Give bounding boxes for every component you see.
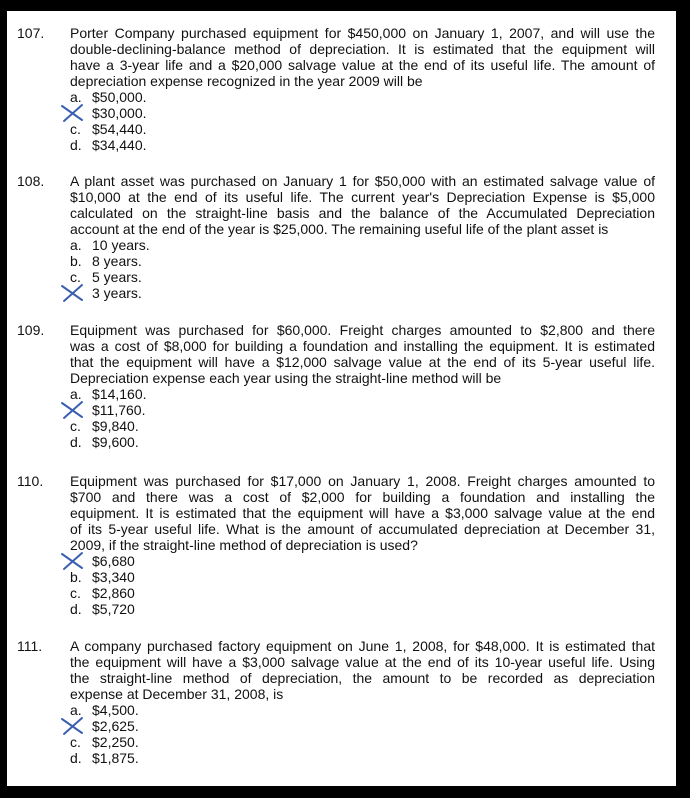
option-letter: d. xyxy=(70,137,82,153)
question-number: 109. xyxy=(17,322,45,338)
stem-line: Porter Company purchased equipment for $450,000 on January 1, 2007, and will use the xyxy=(70,25,655,41)
answer-option-c[interactable] xyxy=(70,418,147,434)
option-text: $5,720 xyxy=(92,601,135,617)
answer-option-c[interactable] xyxy=(70,121,147,137)
option-text: $9,600. xyxy=(92,434,139,450)
stem-line: account at the end of the year is $25,000. The remaining useful life of the plant asset is xyxy=(70,221,609,237)
answer-option-d[interactable] xyxy=(70,750,139,766)
answer-option-d[interactable] xyxy=(70,434,147,450)
option-letter: a. xyxy=(70,386,82,402)
stem-line: that the equipment will have a $12,000 salvage value at the end of its 5-year useful life. xyxy=(70,354,655,370)
option-letter: b. xyxy=(70,569,82,585)
stem-line: $700 and there was a cost of $2,000 for building a foundation and installing the xyxy=(70,489,655,505)
stem-line: Depreciation expense each year using the straight-line method will be xyxy=(70,370,502,386)
option-letter: d. xyxy=(70,750,82,766)
question-stem xyxy=(70,322,655,386)
stem-line: of its 5-year useful life. What is the amount of accumulated depreciation at December 31, xyxy=(70,521,655,537)
option-text: $34,440. xyxy=(92,137,147,153)
option-text: $4,500. xyxy=(92,702,139,718)
option-text: $2,250. xyxy=(92,734,139,750)
answer-option-c[interactable] xyxy=(70,734,139,750)
answer-check-x-icon xyxy=(60,716,86,736)
option-text: $54,440. xyxy=(92,121,147,137)
stem-line: the equipment will have a $3,000 salvage value at the end of its 10-year useful life. Using xyxy=(70,654,655,670)
stem-line: $10,000 at the end of its useful life. The current year's Depreciation Expense is $5,000 xyxy=(70,189,655,205)
option-text: $2,860 xyxy=(92,585,135,601)
option-text: $50,000. xyxy=(92,89,147,105)
answer-option-b[interactable] xyxy=(70,402,147,418)
stem-line: equipment. It is estimated that the equipment will have a $3,000 salvage value at the end xyxy=(70,505,655,521)
answer-options xyxy=(70,553,135,617)
option-text: $30,000. xyxy=(92,105,147,121)
stem-line: double-declining-balance method of depreciation. It is estimated that the equipment will xyxy=(70,41,655,57)
option-letter: c. xyxy=(70,734,81,750)
answer-option-a[interactable] xyxy=(70,237,150,253)
stem-line: 2009, if the straight-line method of depreciation is used? xyxy=(70,537,418,553)
option-letter: c. xyxy=(70,585,81,601)
answer-check-x-icon xyxy=(60,283,86,303)
question-number: 108. xyxy=(17,173,45,189)
answer-check-x-icon xyxy=(60,103,86,123)
option-letter: b. xyxy=(70,253,82,269)
option-text: $9,840. xyxy=(92,418,139,434)
option-text: 3 years. xyxy=(92,285,142,301)
option-text: $3,340 xyxy=(92,569,135,585)
answer-option-b[interactable] xyxy=(70,253,150,269)
option-text: 8 years. xyxy=(92,253,142,269)
option-text: $11,760. xyxy=(92,402,146,418)
question-number: 110. xyxy=(17,473,44,489)
question-stem xyxy=(70,173,655,237)
option-letter: a. xyxy=(70,237,82,253)
stem-line: expense at December 31, 2008, is xyxy=(70,686,284,702)
document-page xyxy=(7,11,676,786)
answer-check-x-icon xyxy=(60,400,86,420)
question-number: 107. xyxy=(17,25,45,41)
answer-option-c[interactable] xyxy=(70,585,135,601)
stem-line: depreciation expense recognized in the year 2009 will be xyxy=(70,73,423,89)
option-text: $1,875. xyxy=(92,750,139,766)
answer-check-x-icon xyxy=(60,551,86,571)
question-number: 111. xyxy=(17,638,43,654)
stem-line: Equipment was purchased for $17,000 on January 1, 2008. Freight charges amounted to xyxy=(70,473,655,489)
stem-line: the straight-line method of depreciation, the amount to be recorded as depreciation xyxy=(70,670,655,686)
answer-options xyxy=(70,386,147,450)
stem-line: was a cost of $8,000 for building a foundation and installing the equipment. It is estimated xyxy=(70,338,655,354)
question-stem xyxy=(70,25,655,89)
question-stem xyxy=(70,638,655,702)
answer-options xyxy=(70,89,147,153)
option-letter: d. xyxy=(70,434,82,450)
stem-line: Equipment was purchased for $60,000. Freight charges amounted to $2,800 and there xyxy=(70,322,655,338)
option-letter: c. xyxy=(70,269,81,285)
answer-option-d[interactable] xyxy=(70,601,135,617)
option-letter: d. xyxy=(70,601,82,617)
answer-option-b[interactable] xyxy=(70,718,139,734)
option-letter: c. xyxy=(70,418,81,434)
answer-options xyxy=(70,237,150,301)
answer-option-b[interactable] xyxy=(70,569,135,585)
stem-line: calculated on the straight-line basis and the balance of the Accumulated Depreciation xyxy=(70,205,655,221)
option-text: 10 years. xyxy=(92,237,150,253)
option-letter: a. xyxy=(70,702,82,718)
option-text: 5 years. xyxy=(92,269,142,285)
option-letter: a. xyxy=(70,89,82,105)
answer-options xyxy=(70,702,139,766)
stem-line: A company purchased factory equipment on June 1, 2008, for $48,000. It is estimated that xyxy=(70,638,655,654)
stem-line: A plant asset was purchased on January 1 for $50,000 with an estimated salvage value of xyxy=(70,173,655,189)
answer-option-d[interactable] xyxy=(70,285,150,301)
answer-option-b[interactable] xyxy=(70,105,147,121)
option-text: $6,680 xyxy=(92,553,135,569)
stem-line: have a 3-year life and a $20,000 salvage value at the end of its useful life. The amount of xyxy=(70,57,655,73)
answer-option-a[interactable] xyxy=(70,553,135,569)
option-letter: c. xyxy=(70,121,81,137)
option-text: $2,625. xyxy=(92,718,139,734)
question-stem xyxy=(70,473,655,553)
option-text: $14,160. xyxy=(92,386,147,402)
answer-option-d[interactable] xyxy=(70,137,147,153)
